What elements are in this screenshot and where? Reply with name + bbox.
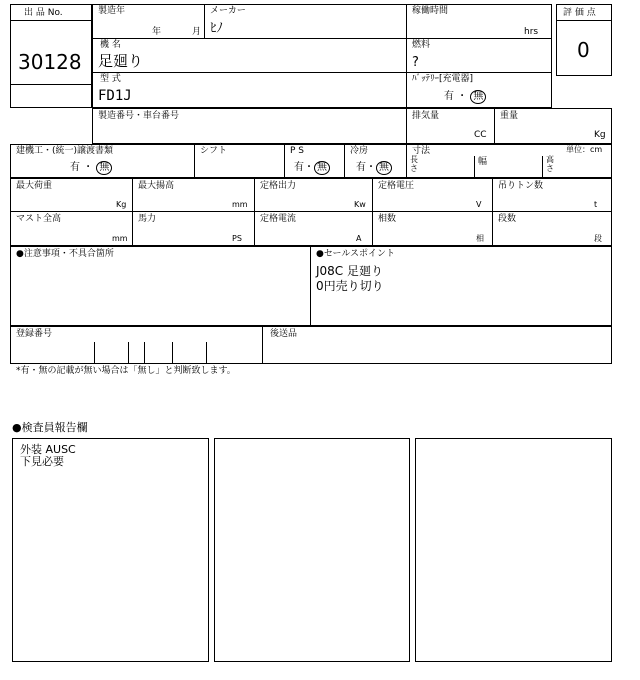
fuel-label: 燃料	[412, 40, 431, 50]
mast-row	[10, 211, 612, 246]
displacement-unit: CC	[474, 130, 487, 140]
rated-current-label: 定格電流	[260, 214, 297, 224]
stage-unit: 段	[594, 234, 602, 243]
inspector-title: ●検査員報告欄	[12, 421, 88, 434]
score-value: 0	[577, 38, 590, 62]
sales-points: J08C 足廻り 0円売り切り	[316, 264, 384, 293]
year-label: 製造年	[98, 6, 126, 16]
notes-label: ●注意事項・不具合箇所	[16, 249, 114, 259]
weight-unit: Kg	[594, 130, 606, 140]
type-value: FD1J	[98, 88, 132, 104]
displacement-label: 排気量	[412, 111, 440, 121]
crane-label: 吊りトン数	[498, 181, 544, 191]
max-load-label: 最大荷重	[16, 181, 53, 191]
mast-unit: mm	[112, 234, 128, 243]
ps-label: P S	[290, 146, 305, 156]
sales-label: ●セールスポイント	[316, 249, 396, 259]
max-load-unit: Kg	[116, 200, 127, 209]
height-label: 高 さ	[546, 155, 554, 173]
hp-label: 馬力	[138, 214, 157, 224]
weight-label: 重量	[500, 111, 519, 121]
cooler-label: 冷房	[350, 146, 369, 156]
lot-no-label: 出 品 No.	[24, 8, 63, 18]
inspector-box-3	[415, 438, 612, 662]
lot-no-value: 30128	[18, 50, 82, 74]
transfer-yes: 有	[70, 162, 80, 173]
length-label: 長 さ	[410, 155, 418, 173]
footnote: *有・無の記載が無い場合は「無し」と判断致します。	[16, 366, 236, 376]
registration-row	[10, 326, 612, 364]
cooler-no-circled: 無	[376, 161, 392, 175]
rated-voltage-unit: V	[476, 200, 482, 209]
stage-label: 段数	[498, 214, 517, 224]
cooler-yes: 有	[356, 162, 366, 173]
hours-label: 稼働時間	[412, 6, 449, 16]
max-lift-unit: mm	[232, 200, 248, 209]
year-unit-month: 月	[192, 27, 202, 37]
hp-unit: PS	[232, 234, 242, 243]
battery-yes: 有	[444, 91, 454, 102]
hours-unit: hrs	[524, 27, 539, 37]
dim-unit: 単位：cm	[566, 145, 603, 154]
ps-yes: 有	[294, 162, 304, 173]
year-unit-year: 年	[152, 27, 162, 37]
inspector-box-1	[12, 438, 209, 662]
score-label: 評 価 点	[563, 8, 596, 18]
mast-label: マスト全高	[16, 214, 62, 224]
cooler-yes-no: 有・ 無	[356, 161, 392, 175]
transfer-label: 建機工・(統一)譲渡書類	[16, 146, 114, 156]
inspector-box-1-text: 外装 AUSC 下見必要	[20, 443, 76, 468]
width-label: 幅	[478, 157, 488, 167]
dimension-label: 寸法	[412, 146, 431, 156]
serial-label: 製造番号・車台番号	[98, 111, 180, 121]
shift-label: シフト	[200, 146, 228, 156]
rated-voltage-label: 定格電圧	[378, 181, 415, 191]
registration-label: 登録番号	[16, 329, 53, 339]
ps-no-circled: 無	[314, 161, 330, 175]
battery-yes-no: 有 ・ 無	[444, 90, 486, 104]
rated-output-label: 定格出力	[260, 181, 297, 191]
fuel-value: ?	[412, 55, 419, 70]
inspector-box-2	[214, 438, 410, 662]
battery-no-circled: 無	[470, 90, 486, 104]
phase-unit: 相	[476, 234, 484, 243]
ps-yes-no: 有・ 無	[294, 161, 330, 175]
rated-current-unit: A	[356, 234, 362, 243]
crane-unit: t	[594, 200, 598, 209]
model-name-value: 足廻り	[98, 52, 144, 70]
shipping-label: 後送品	[270, 329, 298, 339]
maker-value: ﾋﾉ	[210, 21, 223, 36]
rated-output-unit: Kw	[354, 200, 366, 209]
transfer-yes-no: 有 ・ 無	[70, 161, 112, 175]
max-lift-label: 最大揚高	[138, 181, 175, 191]
type-label: 型 式	[100, 74, 121, 84]
maker-label: メーカー	[210, 6, 246, 16]
transfer-no-circled: 無	[96, 161, 112, 175]
battery-label: ﾊﾞｯﾃﾘｰ[充電器]	[412, 74, 474, 84]
model-name-label: 機 名	[100, 40, 121, 50]
phase-label: 相数	[378, 214, 397, 224]
